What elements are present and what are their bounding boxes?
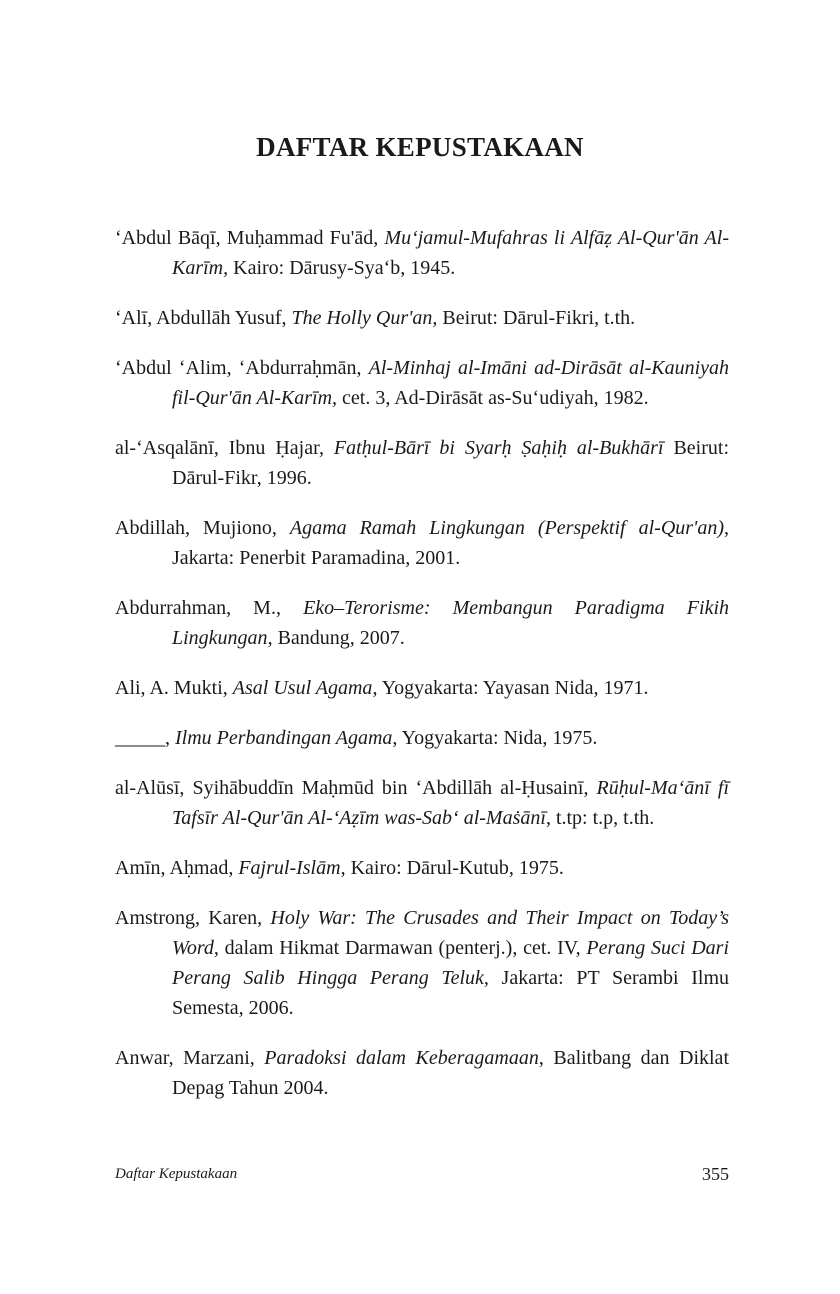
ref-author: _____, xyxy=(115,727,175,749)
page-title: DAFTAR KEPUSTAKAAN xyxy=(256,132,584,162)
ref-author: al-‘Asqalānī, Ibnu Ḥajar, xyxy=(115,437,334,459)
ref-title: Agama Ramah Lingkungan (Perspektif al-Qur'an) xyxy=(289,517,724,539)
ref-publication: cet. 3, Ad-Dirāsāt as-Su‘udiyah, 1982. xyxy=(337,387,649,409)
ref-author: Abdillah, Mujiono, xyxy=(115,517,290,539)
ref-publication: , dalam Hikmat Darmawan (penterj.), cet. IV, xyxy=(213,937,587,959)
ref-publication: , t.tp: t.p, t.th. xyxy=(545,807,655,829)
ref-title: Asal Usul Agama xyxy=(232,677,373,699)
ref-publication: Beirut: Dārul-Fikr, 1996. xyxy=(172,437,729,489)
ref-title: Eko–Terorisme: Membangun Paradigma Fikih Lingkungan xyxy=(172,597,729,649)
ref-author: Amīn, Aḥmad, xyxy=(115,857,239,879)
ref-publication: , Bandung, 2007. xyxy=(267,627,405,649)
reference-entry xyxy=(115,853,729,883)
ref-publication: , Yogyakarta: Nida, 1975. xyxy=(392,727,598,749)
running-footer: Daftar Kepustakaan xyxy=(115,1166,238,1182)
ref-publication: Beirut: Dārul-Fikri, t.th. xyxy=(437,307,636,329)
ref-title: Ilmu Perbandingan Agama xyxy=(175,727,393,749)
ref-title: Fajrul-Islām xyxy=(238,857,341,879)
reference-entry xyxy=(115,353,729,413)
ref-publication: , Jakarta: Penerbit Paramadina, 2001. xyxy=(172,517,729,569)
ref-author: Ali, A. Mukti, xyxy=(115,677,233,699)
reference-list xyxy=(115,203,729,1115)
reference-entry xyxy=(115,903,729,1023)
reference-entry xyxy=(115,773,729,833)
ref-title: Paradoksi dalam Keberagamaan xyxy=(264,1047,539,1069)
ref-author: Abdurrahman, M., xyxy=(115,597,304,619)
reference-entry xyxy=(115,223,729,283)
ref-publication: , Balitbang dan Diklat Depag Tahun 2004. xyxy=(172,1047,729,1099)
ref-title: Mu‘jamul-Mufahras li Alfāẓ Al-Qur'ān Al-Karīm, xyxy=(172,227,729,279)
ref-title: Rūḥul-Ma‘ānī fī Tafsīr Al-Qur'ān Al-‘Aẓīm was-Sab‘ al-Maṡānī xyxy=(172,777,729,829)
ref-title: The Holly Qur'an, xyxy=(291,307,438,329)
ref-author: Anwar, Marzani, xyxy=(115,1047,265,1069)
reference-entry xyxy=(115,513,729,573)
ref-translated-title: Perang Suci Dari Perang Salib Hingga Perang Teluk, xyxy=(172,937,729,989)
ref-author: Amstrong, Karen, xyxy=(115,907,271,929)
ref-publication: , Yogyakarta: Yayasan Nida, 1971. xyxy=(372,677,649,699)
reference-entry xyxy=(115,593,729,653)
ref-translated-publication: Jakarta: PT Serambi Ilmu Semesta, 2006. xyxy=(172,967,729,1019)
reference-entry xyxy=(115,1043,729,1103)
ref-title: Al-Minhaj al-Imāni ad-Dirāsāt al-Kauniyah fil-Qur'ān Al-Karīm, xyxy=(172,357,729,409)
reference-entry xyxy=(115,433,729,493)
ref-publication: Kairo: Dārusy-Sya‘b, 1945. xyxy=(228,257,456,279)
ref-publication: , Kairo: Dārul-Kutub, 1975. xyxy=(340,857,564,879)
reference-entry xyxy=(115,723,729,753)
ref-title: Fatḥul-Bārī bi Syarḥ Ṣaḥiḥ al-Bukhārī xyxy=(333,437,664,459)
ref-author: ‘Abdul ‘Alim, ‘Abdurraḥmān, xyxy=(115,357,369,379)
reference-entry xyxy=(115,303,729,333)
reference-entry xyxy=(115,673,729,703)
ref-author: al-Alūsī, Syihābuddīn Maḥmūd bin ‘Abdillāh al-Ḥusainī, xyxy=(115,777,597,799)
ref-author: ‘Abdul Bāqī, Muḥammad Fu'ād, xyxy=(115,227,385,249)
page-number: 355 xyxy=(702,1164,729,1184)
ref-title: Holy War: The Crusades and Their Impact on Today’s Word xyxy=(172,907,730,959)
ref-author: ‘Alī, Abdullāh Yusuf, xyxy=(115,307,292,329)
